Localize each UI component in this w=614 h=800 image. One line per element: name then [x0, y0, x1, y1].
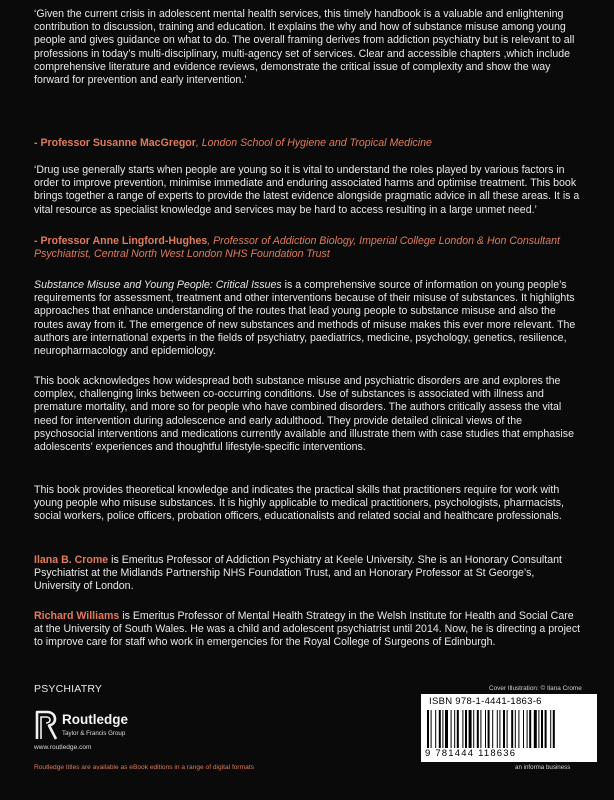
author-name-1: Ilana B. Crome — [34, 554, 109, 566]
barcode-bar — [518, 710, 519, 748]
barcode-bar — [442, 710, 443, 748]
book-title: Substance Misuse and Young People: Critical Issues — [34, 279, 282, 291]
barcode-bar — [550, 710, 551, 748]
isbn-barcode-digits: 9 781444 118636 — [425, 748, 517, 759]
barcode-bar — [538, 710, 539, 748]
description-paragraph-3: This book provides theoretical knowledge and indicates the practical skills that practitioners require for work with young people who misuse substances. It is highly applicable to medical practitioners, psychologists, pharmacists, social workers, police officers, probation officers, educationalists and related social and healthcare professionals. — [34, 484, 564, 523]
barcode-bar — [477, 710, 479, 748]
barcode-bar — [465, 710, 467, 748]
barcode-bar — [499, 710, 500, 748]
barcode-bar — [445, 710, 448, 748]
subject-category: PSYCHIATRY — [34, 683, 103, 695]
routledge-r-icon — [34, 709, 58, 741]
barcode-bar — [541, 710, 543, 748]
barcode-bar — [485, 710, 486, 748]
barcode-bar — [492, 710, 493, 748]
barcode-bar — [439, 710, 441, 748]
isbn-barcode — [421, 694, 597, 762]
author-bio-text-2: is Emeritus Professor of Mental Health Strategy in the Welsh Institute for Health and Social Care at the University of South Wales. He was a child and adolescent psychiatrist until 2014. Now, he is directing a project to improve care for staff who work in emergencies for the Royal College of Surgeons of Edinburgh. — [34, 610, 581, 649]
barcode-bar — [515, 710, 516, 748]
barcode-bar — [431, 710, 432, 748]
publisher-url: www.routledge.com — [34, 744, 92, 751]
reviewer-affiliation-2: , Professor of Addiction Biology, Imperial College London & Hon Consultant Psychiatrist, Central North West London NHS Foundation Trust — [34, 235, 560, 261]
barcode-bar — [507, 710, 508, 748]
review-attribution-2 — [34, 235, 594, 261]
barcode-bar — [473, 710, 474, 748]
reviewer-name-1: - Professor Susanne MacGregor — [34, 137, 196, 149]
barcode-bar — [469, 710, 472, 748]
barcode-bar — [480, 710, 481, 748]
author-name-2: Richard Williams — [34, 610, 120, 622]
reviewer-name-2: - Professor Anne Lingford-Hughes — [34, 235, 208, 247]
author-bio-text-1: is Emeritus Professor of Addiction Psychiatry at Keele University. She is an Honorary Consultant Psychiatrist at the Midlands Partnership NHS Foundation Trust, and an Honorary Professor at St George’s, University of London. — [34, 554, 562, 593]
barcode-bar — [451, 710, 452, 748]
barcode-bar — [497, 710, 498, 748]
review-attribution-1 — [34, 137, 594, 150]
publisher-logo — [34, 709, 184, 745]
review-quote-1: ‘Given the current crisis in adolescent mental health services, this timely handbook is a valuable and enlightening contribution to discussion, training and education. It explains the why and how of substance misuse among young people and gives guidance on what to do. The overall framing derives from addiction psychiatry but is relevant to all professions in today’s multi-disciplinary, multi-agency set of services. Clear and accessible chapters ,which include comprehensive literature and evidence reviews, demonstrate the critical issue of complexity and show the way forward for prevention and early intervention.’ — [34, 8, 575, 87]
informa-business: an informa business — [515, 764, 571, 771]
barcode-bar — [457, 710, 459, 748]
isbn-label: ISBN 978-1-4441-1863-6 — [429, 696, 542, 707]
barcode-bar — [454, 710, 455, 748]
barcode-bar — [435, 710, 436, 748]
barcode-bar — [523, 710, 524, 748]
barcode-bar — [553, 710, 555, 748]
author-bio-1 — [34, 554, 582, 594]
description-paragraph-2: This book acknowledges how widespread both substance misuse and psychiatric disorders are and explores the complex, challenging links between co-occurring conditions. Use of substances is associated with illness and premature mortality, and more so for people who have combined disorders. The authors critically assess the vital need for intervention during adolescence and early adulthood. They provide detailed clinical views of the psychosocial interventions and medications currently available and illustrate them with case studies that emphasise adolescents’ experiences and thoughtful lifestyle-specific interventions. — [34, 375, 574, 454]
author-bio-2 — [34, 610, 582, 650]
barcode-bar — [529, 710, 531, 748]
publisher-name: Routledge — [62, 712, 128, 727]
reviewer-affiliation-1: , London School of Hygiene and Tropical Medicine — [195, 137, 432, 149]
description-paragraph-1 — [34, 279, 582, 358]
publisher-group: Taylor & Francis Group — [62, 730, 126, 737]
barcode-bar — [511, 710, 513, 748]
barcode-bars — [427, 710, 591, 748]
cover-illustration-credit: Cover Illustration: © Ilana Crome — [489, 685, 582, 692]
description-text-1: is a comprehensive source of information on young people’s requirements for assessment, treatment and other interventions because of their misuse of substances. It highlights approaches that enhance understanding of the routes that lead young people to substance misuse and also the routes away from it. The emergence of new substances and methods of misuse makes this ever more relevant. The authors are international experts in the fields of psychiatry, paediatrics, medicine, psychology, genetics, resilience, neuropharmacology and epidemiology. — [34, 279, 576, 358]
review-quote-2: ‘Drug use generally starts when people are young so it is vital to understand the roles played by various factors in order to improve prevention, minimise immediate and enduring associated harms and optimise treatment. This book brings together a range of experts to provide the latest evidence alongside pragmatic advice in all these areas. It is a vital resource as specialist knowledge and services may be hard to access resulting in a large unmet need.’ — [34, 164, 580, 216]
barcode-bar — [534, 710, 537, 748]
ebook-note: Routledge titles are available as eBook editions in a range of digital formats — [34, 764, 254, 771]
barcode-bar — [462, 710, 463, 748]
barcode-bar — [427, 710, 429, 748]
barcode-bar — [503, 710, 505, 748]
barcode-bar — [545, 710, 547, 748]
barcode-bar — [527, 710, 528, 748]
barcode-bar — [488, 710, 490, 748]
